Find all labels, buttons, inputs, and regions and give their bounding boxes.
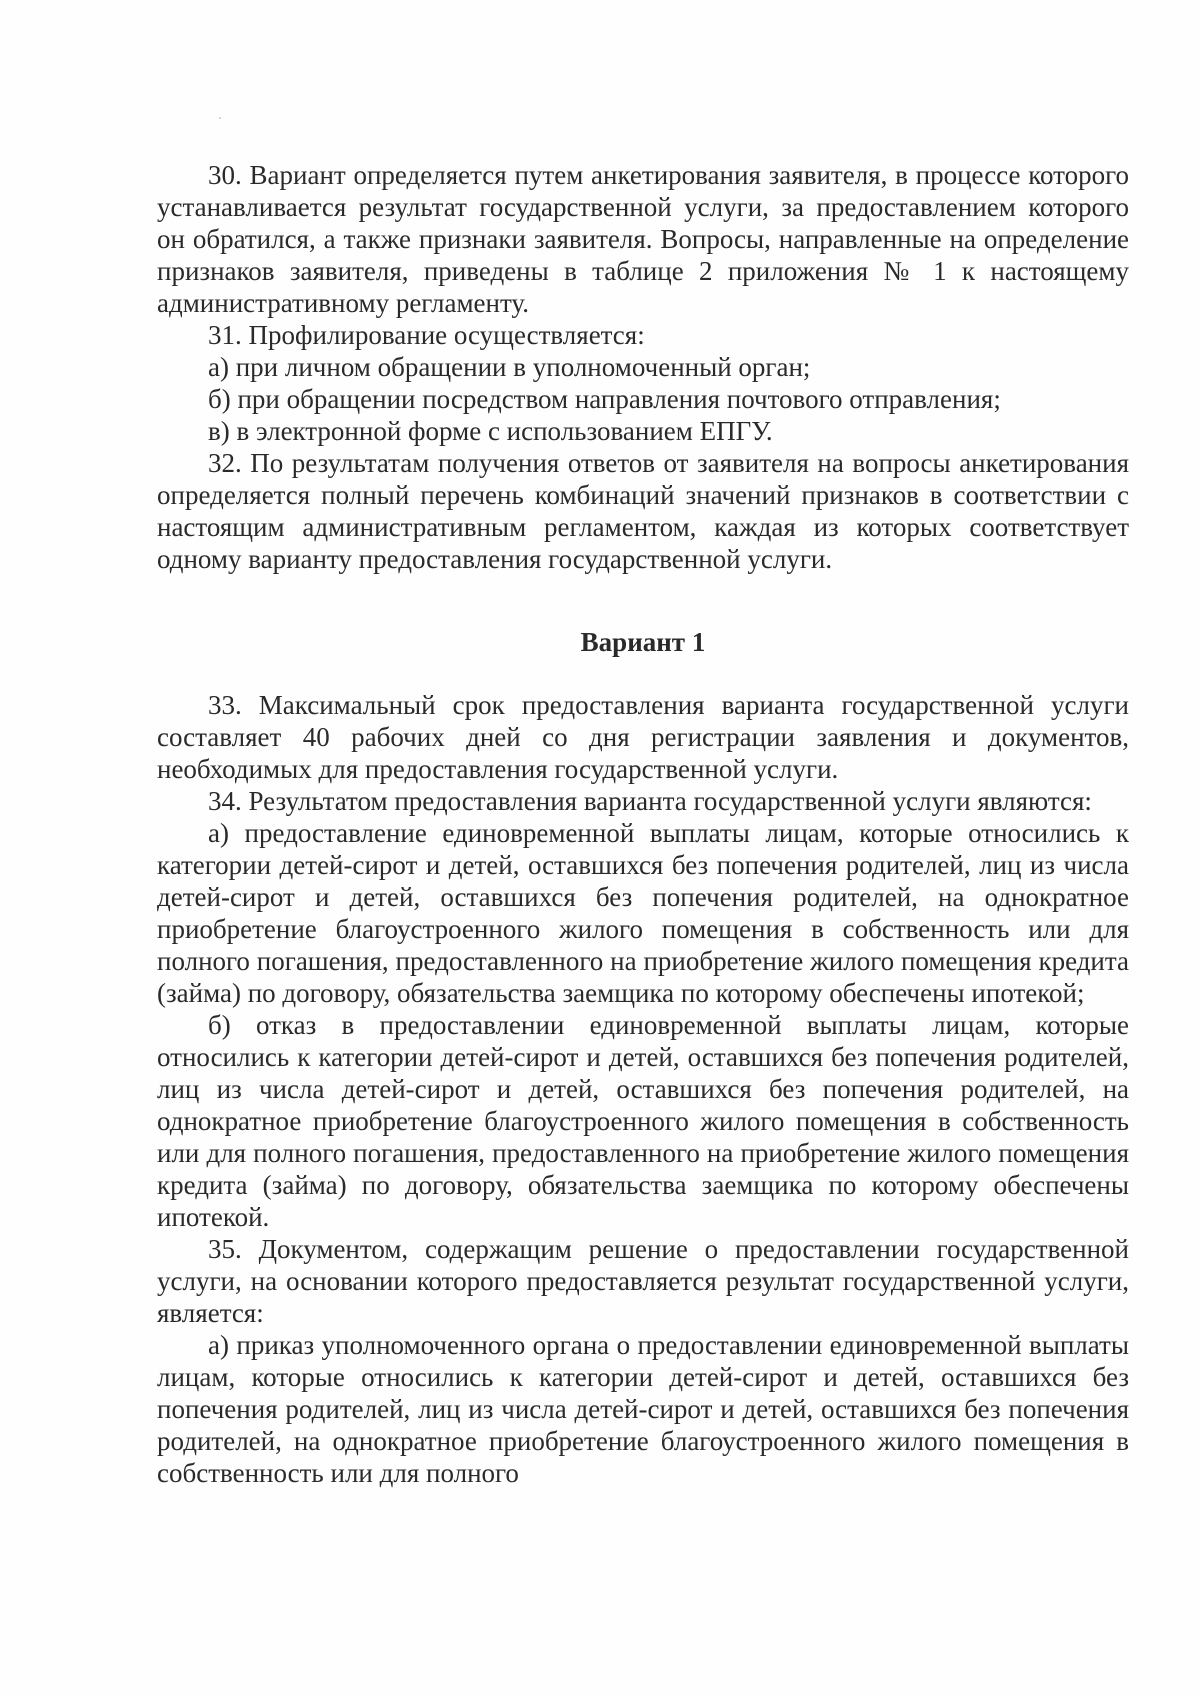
paragraph-31-b: б) при обращении посредством направления почтового отправления; — [208, 384, 1001, 414]
paragraph-30: 30. Вариант определяется путем анкетирования заявителя, в процессе которого устанавливается результат государственной услуги, за предоставлением которого он обратился, а также признаки заявителя. Вопросы, направленные на определение признаков заявителя, приведены в таблице 2 приложения № 1 к настоящему административному регламенту. — [157, 160, 1129, 318]
paragraph-35: 35. Документом, содержащим решение о предоставлении государственной услуги, на основании которого предоставляется результат государственной услуги, является: — [157, 1234, 1129, 1328]
scan-speck — [219, 117, 221, 119]
paragraph-31: 31. Профилирование осуществляется: — [208, 320, 645, 350]
paragraph-34-a: а) предоставление единовременной выплаты лицам, которые относились к категории детей-сирот и детей, оставшихся без попечения родителей, лиц из числа детей-сирот и детей, оставшихся без попечения родителей, на однократное приобретение благоустроенного жилого помещения в собственность или для полного погашения, предоставленного на приобретение жилого помещения кредита (займа) по договору, обязательства заемщика по которому обеспечены ипотекой; — [157, 818, 1129, 1008]
bottom-text-block — [157, 689, 1129, 1489]
section-heading: Вариант 1 — [580, 627, 706, 657]
top-text-block — [157, 159, 1129, 575]
paragraph-32: 32. По результатам получения ответов от заявителя на вопросы анкетирования определяется полный перечень комбинаций значений признаков в соответствии с настоящим административным регламентом, каждая из которых соответствует одному варианту предоставления государственной услуги. — [157, 448, 1129, 574]
paragraph-31-a: а) при личном обращении в уполномоченный орган; — [208, 352, 811, 382]
paragraph-35-a: а) приказ уполномоченного органа о предоставлении единовременной выплаты лицам, которые относились к категории детей-сирот и детей, оставшихся без попечения родителей, лиц из числа детей-сирот и детей, оставшихся без попечения родителей, на однократное приобретение благоустроенного жилого помещения в собственность или для полного — [157, 1330, 1129, 1488]
paragraph-34: 34. Результатом предоставления варианта государственной услуги являются: — [208, 786, 1092, 816]
paragraph-33: 33. Максимальный срок предоставления варианта государственной услуги составляет 40 рабочих дней со дня регистрации заявления и документов, необходимых для предоставления государственной услуги. — [157, 690, 1129, 784]
paragraph-34-b: б) отказ в предоставлении единовременной выплаты лицам, которые относились к категории детей-сирот и детей, оставшихся без попечения родителей, лиц из числа детей-сирот и детей, оставшихся без попечения родителей, на однократное приобретение благоустроенного жилого помещения в собственность или для полного погашения, предоставленного на приобретение жилого помещения кредита (займа) по договору, обязательства заемщика по которому обеспечены ипотекой. — [157, 1010, 1129, 1232]
paragraph-31-c: в) в электронной форме с использованием ЕПГУ. — [208, 416, 773, 446]
section-heading-block — [157, 626, 1129, 658]
